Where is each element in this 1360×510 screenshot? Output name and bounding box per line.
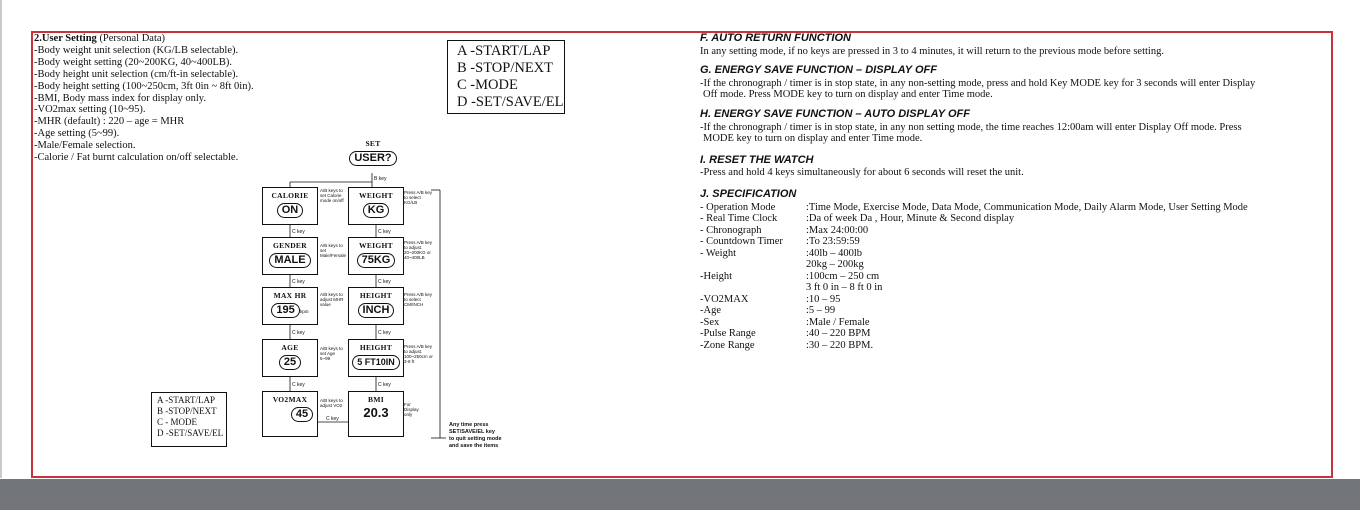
section-text: -If the chronograph / timer is in stop state, in any non-setting mode, press and hold Key MODE key for 3 seconds will enter Display	[700, 77, 1256, 89]
spec-row	[700, 236, 1340, 248]
set-user-screen	[345, 136, 401, 172]
spec-label: -Sex	[700, 316, 720, 328]
screen-title: BMI	[368, 395, 384, 404]
spec-row	[700, 340, 1340, 352]
user-setting-heading-note: (Personal Data)	[99, 33, 166, 44]
screen-annotation: Press A/B key to adjust. 100~250cm or 3-8 ft	[404, 344, 433, 364]
screen-value: ON	[277, 203, 304, 218]
spec-row	[700, 202, 1340, 214]
screen-annotation: A/B keys to set Calorie mode on/off	[320, 188, 344, 203]
key-label: C key	[378, 382, 391, 388]
feature-line: -VO2max setting (10~95).	[34, 104, 146, 116]
screen-unit: bpm	[299, 310, 309, 315]
key-legend-item: B -STOP/NEXT	[157, 406, 217, 416]
key-label: C key	[292, 330, 305, 336]
section-text: Off mode. Press MODE key to turn on display and enter Time mode.	[703, 89, 993, 101]
screen-title: CALORIE	[271, 191, 309, 200]
weight-screen	[348, 237, 404, 275]
spec-label: -Height	[700, 270, 733, 282]
spec-value: :To 23:59:59	[806, 236, 860, 248]
key-legend-item: C -MODE	[457, 77, 518, 93]
section-text: MODE key to turn on display and enter Time mode.	[703, 133, 923, 145]
screen-value: 20.3	[363, 405, 389, 420]
section-title-display-off: G. ENERGY SAVE FUNCTION – DISPLAY OFF	[700, 64, 937, 77]
feature-line: -MHR (default) : 220 – age = MHR	[34, 116, 185, 128]
key-label: C key	[292, 279, 305, 285]
screen-annotation: For Display only	[404, 402, 419, 417]
key-legend-item: A -START/LAP	[157, 395, 215, 405]
spec-label: -Zone Range	[700, 339, 755, 351]
spec-value: :Max 24:00:00	[806, 224, 869, 236]
screen-title: AGE	[281, 343, 299, 352]
section-title-auto-return: F. AUTO RETURN FUNCTION	[700, 32, 851, 44]
screen-annotation: Press A/B key to adjust. 20~200KG or 40~400LB	[404, 240, 433, 260]
spec-label: -Pulse Range	[700, 328, 756, 340]
key-legend-item: D -SET/SAVE/EL	[157, 428, 224, 438]
screen-value: 5 FT10IN	[352, 355, 400, 370]
feature-line: -Body height unit selection (cm/ft-in selectable).	[34, 68, 239, 80]
quit-setting-note	[449, 422, 502, 450]
spec-label: - Weight	[700, 247, 736, 259]
spec-value: :5 – 99	[806, 305, 836, 317]
spec-value: :10 – 95	[806, 293, 841, 305]
spec-value: :40lb – 400lb	[806, 247, 863, 259]
height-unit-screen	[348, 287, 404, 325]
vo2max-screen	[262, 391, 318, 437]
spec-value: :100cm – 250 cm	[806, 270, 880, 282]
screen-title: GENDER	[273, 241, 307, 250]
spec-row	[700, 305, 1340, 317]
note-line: SET/SAVE/EL key	[449, 429, 495, 435]
spec-row	[700, 317, 1340, 329]
feature-line: -Body weight setting (20~200KG, 40~400LB).	[34, 56, 233, 68]
screen-title: WEIGHT	[359, 241, 393, 250]
spec-row	[700, 248, 1340, 260]
screen-value: MALE	[269, 253, 310, 268]
screen-value: KG	[363, 203, 390, 218]
spec-row	[700, 328, 1340, 340]
calorie-screen	[262, 187, 318, 225]
feature-line: -Age setting (5~99).	[34, 128, 120, 140]
key-label: C key	[292, 382, 305, 388]
feature-line: -Body height setting (100~250cm, 3ft 0in ~ 8ft 0in).	[34, 80, 254, 92]
spec-value: 20kg – 200kg	[806, 259, 864, 271]
screen-value: 75KG	[357, 253, 396, 268]
section-text: -If the chronograph / timer is in stop state, in any non setting mode, the time reaches 12:00am will enter Display Off mode. Press	[700, 121, 1242, 133]
key-legend-item: D -SET/SAVE/EL	[457, 94, 564, 110]
screen-title: VO2MAX	[272, 395, 308, 404]
note-line: Any time press	[449, 422, 489, 428]
key-label: B key	[374, 176, 387, 182]
note-line: to quit setting mode	[449, 436, 502, 442]
spec-label: - Chronograph	[700, 224, 762, 236]
screen-value: 45	[291, 407, 313, 422]
section-title-specification: J. SPECIFICATION	[700, 187, 797, 200]
screen-annotation: A/B keys to adjust VO2	[320, 398, 343, 408]
spec-row	[700, 259, 1340, 271]
spec-row	[700, 213, 1340, 225]
spec-row	[700, 294, 1340, 306]
spec-value: :40 – 220 BPM	[806, 328, 871, 340]
spec-row	[700, 271, 1340, 283]
weight-unit-screen	[348, 187, 404, 225]
screen-title: HEIGHT	[359, 343, 393, 352]
screen-annotation: Press A/B key to select CM/INCH	[404, 292, 433, 307]
screen-value: USER?	[349, 151, 396, 166]
maxhr-screen	[262, 287, 318, 325]
screen-annotation: Press A/B key to select KG/LB	[404, 190, 433, 205]
screen-title: WEIGHT	[359, 191, 393, 200]
spec-label: - Operation Mode	[700, 201, 776, 213]
spec-value: :Male / Female	[806, 316, 870, 328]
spec-label: - Real Time Clock	[700, 213, 778, 225]
key-legend-small	[151, 392, 227, 447]
spec-label: - Countdown Timer	[700, 236, 783, 248]
screen-value: 195	[271, 303, 299, 318]
screen-title: HEIGHT	[359, 291, 393, 300]
spec-row	[700, 282, 1340, 294]
key-label: C key	[378, 279, 391, 285]
screen-value: 25	[279, 355, 301, 370]
key-legend-item: C - MODE	[157, 417, 197, 427]
age-screen	[262, 339, 318, 377]
screen-value: INCH	[358, 303, 395, 318]
feature-line: -Male/Female selection.	[34, 140, 136, 152]
screen-title: SET	[365, 139, 381, 148]
key-legend-item: A -START/LAP	[457, 43, 551, 59]
specification-table	[700, 202, 1340, 352]
bmi-screen	[348, 391, 404, 437]
section-title-auto-display-off: H. ENERGY SAVE FUNCTION – AUTO DISPLAY OFF	[700, 107, 970, 120]
functions-column	[700, 33, 1340, 351]
key-label: C key	[292, 229, 305, 235]
spec-value: :Da of week Da , Hour, Minute & Second display	[806, 213, 1015, 225]
user-setting-heading: 2.User Setting	[34, 33, 97, 44]
spec-value: 3 ft 0 in – 8 ft 0 in	[806, 282, 883, 294]
key-legend-item: B -STOP/NEXT	[457, 60, 554, 76]
key-label: C key	[378, 229, 391, 235]
screen-annotation: A/B keys to adjust MHR value	[320, 292, 344, 307]
note-line: and save the items	[449, 443, 499, 449]
screen-title: MAX HR	[273, 291, 307, 300]
key-label: C key	[326, 416, 339, 422]
section-text: In any setting mode, if no keys are pressed in 3 to 4 minutes, it will return to the previous mode before setting.	[700, 45, 1164, 57]
spec-value: :Time Mode, Exercise Mode, Data Mode, Communication Mode, Daily Alarm Mode, User Setting Mode	[806, 201, 1248, 213]
screen-annotation: A/B keys to set Male/Female	[320, 243, 347, 258]
section-text: -Press and hold 4 keys simultaneously for about 6 seconds will reset the unit.	[700, 167, 1024, 179]
feature-line: -Body weight unit selection (KG/LB selectable).	[34, 44, 239, 56]
spec-label: -VO2MAX	[700, 293, 749, 305]
spec-value: :30 – 220 BPM.	[806, 339, 874, 351]
feature-line: -BMI, Body mass index for display only.	[34, 92, 206, 104]
section-title-reset: I. RESET THE WATCH	[700, 153, 814, 166]
feature-line: -Calorie / Fat burnt calculation on/off selectable.	[34, 152, 239, 164]
key-label: C key	[378, 330, 391, 336]
screen-annotation: A/B keys to set Age 5~99	[320, 346, 343, 361]
height-screen	[348, 339, 404, 377]
spec-label: -Age	[700, 305, 721, 317]
gender-screen	[262, 237, 318, 275]
spec-row	[700, 225, 1340, 237]
